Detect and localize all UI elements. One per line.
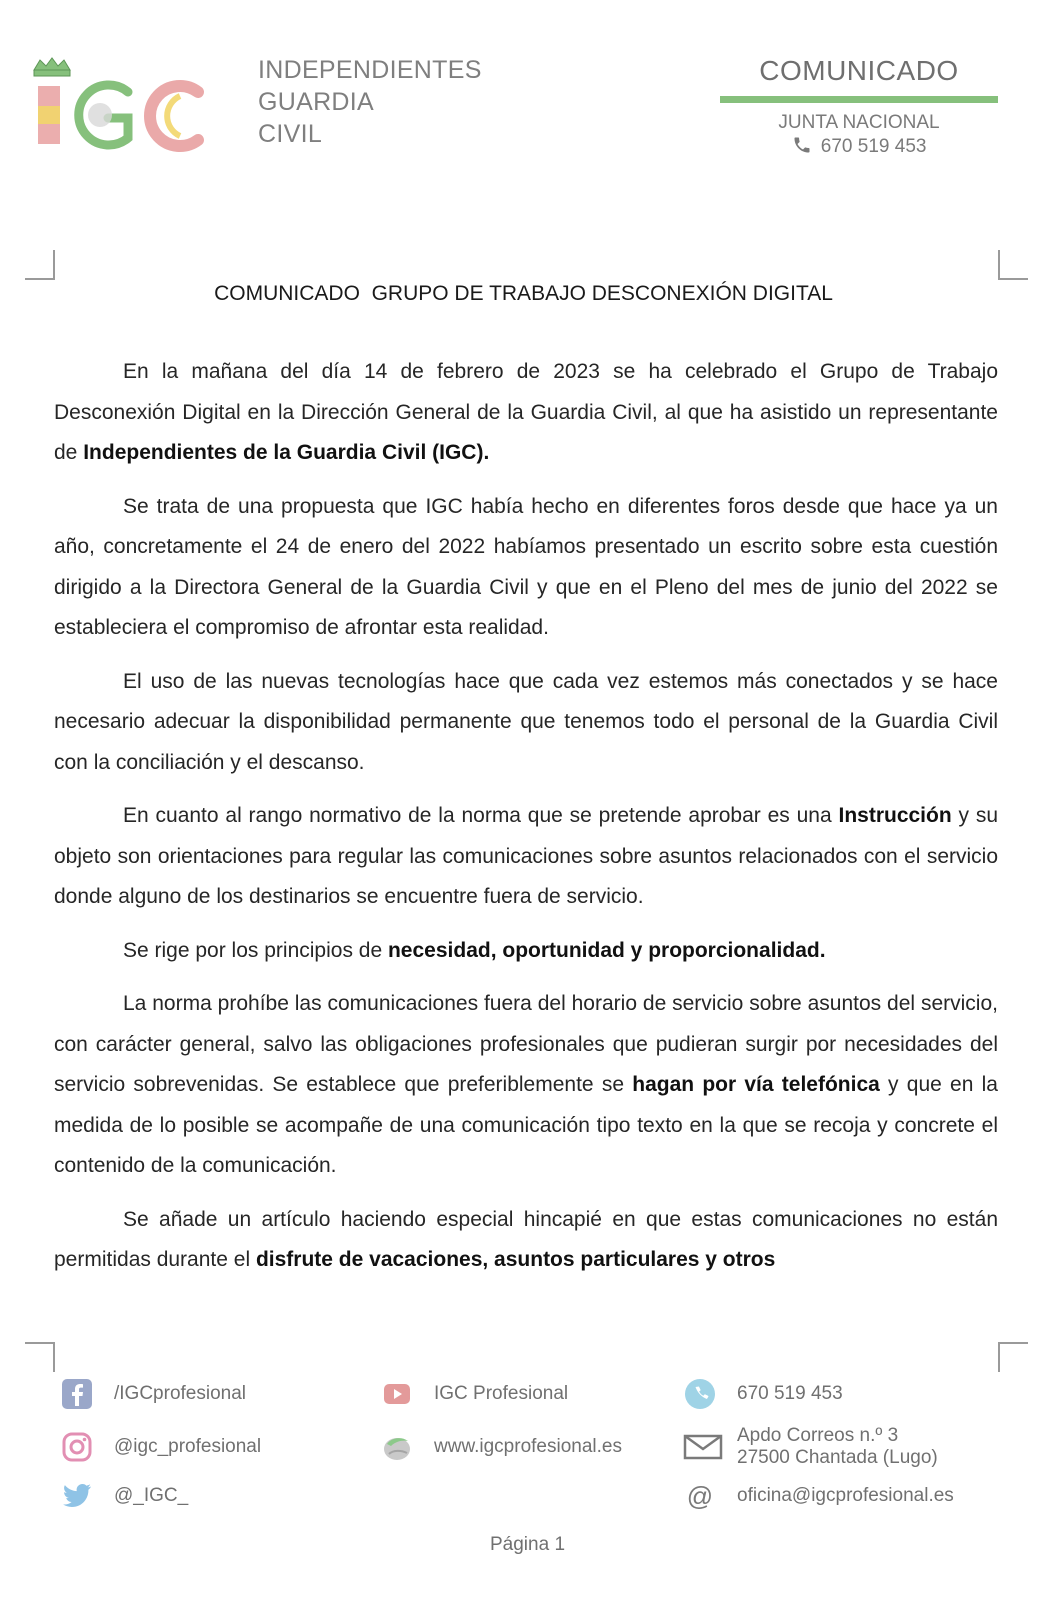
paragraph-1-text: En la mañana del día 14 de febrero de 2023 se ha celebrado el Grupo de Trabajo Desconexión Digital en la Dirección General de la Guardia Civil, al que ha asistido un representante de bbox=[54, 360, 998, 464]
footer-address bbox=[683, 1420, 938, 1474]
footer-instagram[interactable] bbox=[60, 1429, 261, 1465]
paragraph-6-text-a: La norma prohíbe las comunicaciones fuera del horario de servicio sobre asuntos del servicio, con carácter general, salvo las obligaciones profesionales que pudieran surgir por necesidades del servicio sobrevenidas. Se establece que preferiblemente se bbox=[54, 992, 998, 1096]
paragraph-4-text-a: En cuanto al rango normativo de la norma que se pretende aprobar es una bbox=[123, 804, 839, 827]
footer-youtube[interactable] bbox=[380, 1376, 568, 1412]
document-title: COMUNICADO GRUPO DE TRABAJO DESCONEXIÓN DIGITAL bbox=[214, 282, 833, 305]
crop-mark-top-right bbox=[998, 250, 1028, 280]
paragraph-1-bold: Independientes de la Guardia Civil (IGC). bbox=[83, 441, 490, 464]
facebook-icon bbox=[60, 1377, 94, 1411]
paragraph-1 bbox=[54, 352, 998, 474]
envelope-icon bbox=[683, 1430, 723, 1464]
igc-logo bbox=[30, 56, 212, 158]
organization-name bbox=[258, 54, 482, 150]
address-line-2: 27500 Chantada (Lugo) bbox=[737, 1447, 938, 1468]
paragraph-6 bbox=[54, 984, 998, 1187]
communique-box bbox=[720, 54, 998, 159]
phone-icon bbox=[792, 135, 812, 155]
at-sign-icon: @ bbox=[686, 1480, 714, 1511]
address-line-1: Apdo Correos n.º 3 bbox=[737, 1425, 899, 1446]
org-name-line-2: GUARDIA bbox=[258, 88, 375, 116]
department-label: JUNTA NACIONAL bbox=[778, 112, 940, 133]
crown-icon bbox=[34, 58, 70, 76]
document-body bbox=[54, 352, 998, 1294]
email-address: oficina@igcprofesional.es bbox=[737, 1485, 954, 1506]
paragraph-4-bold: Instrucción bbox=[838, 804, 952, 827]
footer-twitter[interactable] bbox=[60, 1478, 188, 1514]
paragraph-7-bold: disfrute de vacaciones, asuntos particulares y otros bbox=[255, 1248, 776, 1271]
instagram-icon bbox=[60, 1430, 94, 1464]
paragraph-7-text: Se añade un artículo haciendo especial hincapié en que estas comunicaciones no están permitidas durante el bbox=[54, 1207, 998, 1271]
page-number: Página 1 bbox=[490, 1534, 566, 1555]
crop-mark-top-left bbox=[25, 250, 55, 280]
youtube-channel: IGC Profesional bbox=[434, 1383, 569, 1404]
paragraph-4-text-c: y su objeto son orientaciones para regular las comunicaciones sobre asuntos relacionados con el servicio donde alguno de los destinarios se encuentre fuera de servicio. bbox=[54, 804, 998, 908]
footer-email[interactable] bbox=[683, 1478, 954, 1514]
paragraph-2: Se trata de una propuesta que IGC había hecho en diferentes foros desde que hace ya un año, concretamente el 24 de enero del 2022 habíamos presentado un escrito sobre esta cuestión dirigido a la Directora General de la Guardia Civil y que en el Pleno del mes de junio del 2022 se estableciera el compromiso de afrontar esta realidad. bbox=[54, 494, 998, 639]
paragraph-6-bold: hagan por vía telefónica bbox=[632, 1073, 880, 1096]
paragraph-3: El uso de las nuevas tecnologías hace que cada vez estemos más conectados y se hace necesario adecuar la disponibilidad permanente que tenemos todo el personal de la Guardia Civil con la conciliación y el descanso. bbox=[54, 669, 998, 774]
youtube-icon bbox=[380, 1377, 414, 1411]
crop-mark-bottom-right bbox=[998, 1342, 1028, 1372]
paragraph-5-text: Se rige por los principios de bbox=[123, 938, 388, 962]
instagram-handle: @igc_profesional bbox=[114, 1436, 262, 1457]
phone-icon bbox=[683, 1377, 717, 1411]
paragraph-6-text-c: y que en la medida de lo posible se acompañe de una comunicación tipo texto en la que se recoja y concrete el contenido de la comunicación. bbox=[54, 1073, 998, 1177]
facebook-handle: /IGCprofesional bbox=[114, 1383, 247, 1404]
doc-type-label: COMUNICADO bbox=[759, 55, 959, 86]
globe-icon bbox=[380, 1430, 414, 1464]
header-phone-number: 670 519 453 bbox=[820, 136, 927, 157]
paragraph-5 bbox=[54, 931, 998, 972]
twitter-icon bbox=[60, 1479, 94, 1513]
org-name-line-1: INDEPENDIENTES bbox=[258, 56, 482, 84]
org-name-line-3: CIVIL bbox=[258, 120, 323, 148]
paragraph-5-bold: necesidad, oportunidad y proporcionalidad. bbox=[387, 938, 826, 962]
website-url: www.igcprofesional.es bbox=[434, 1436, 622, 1457]
crop-mark-bottom-left bbox=[25, 1342, 55, 1372]
paragraph-4 bbox=[54, 796, 998, 918]
footer-facebook[interactable] bbox=[60, 1376, 246, 1412]
accent-bar bbox=[720, 96, 998, 103]
footer-website[interactable] bbox=[380, 1429, 622, 1465]
postal-address bbox=[737, 1425, 938, 1469]
footer-phone[interactable] bbox=[683, 1376, 843, 1412]
paragraph-7 bbox=[54, 1200, 998, 1281]
header-phone bbox=[720, 135, 998, 159]
footer-phone-number: 670 519 453 bbox=[737, 1383, 843, 1404]
twitter-handle: @_IGC_ bbox=[114, 1485, 189, 1506]
